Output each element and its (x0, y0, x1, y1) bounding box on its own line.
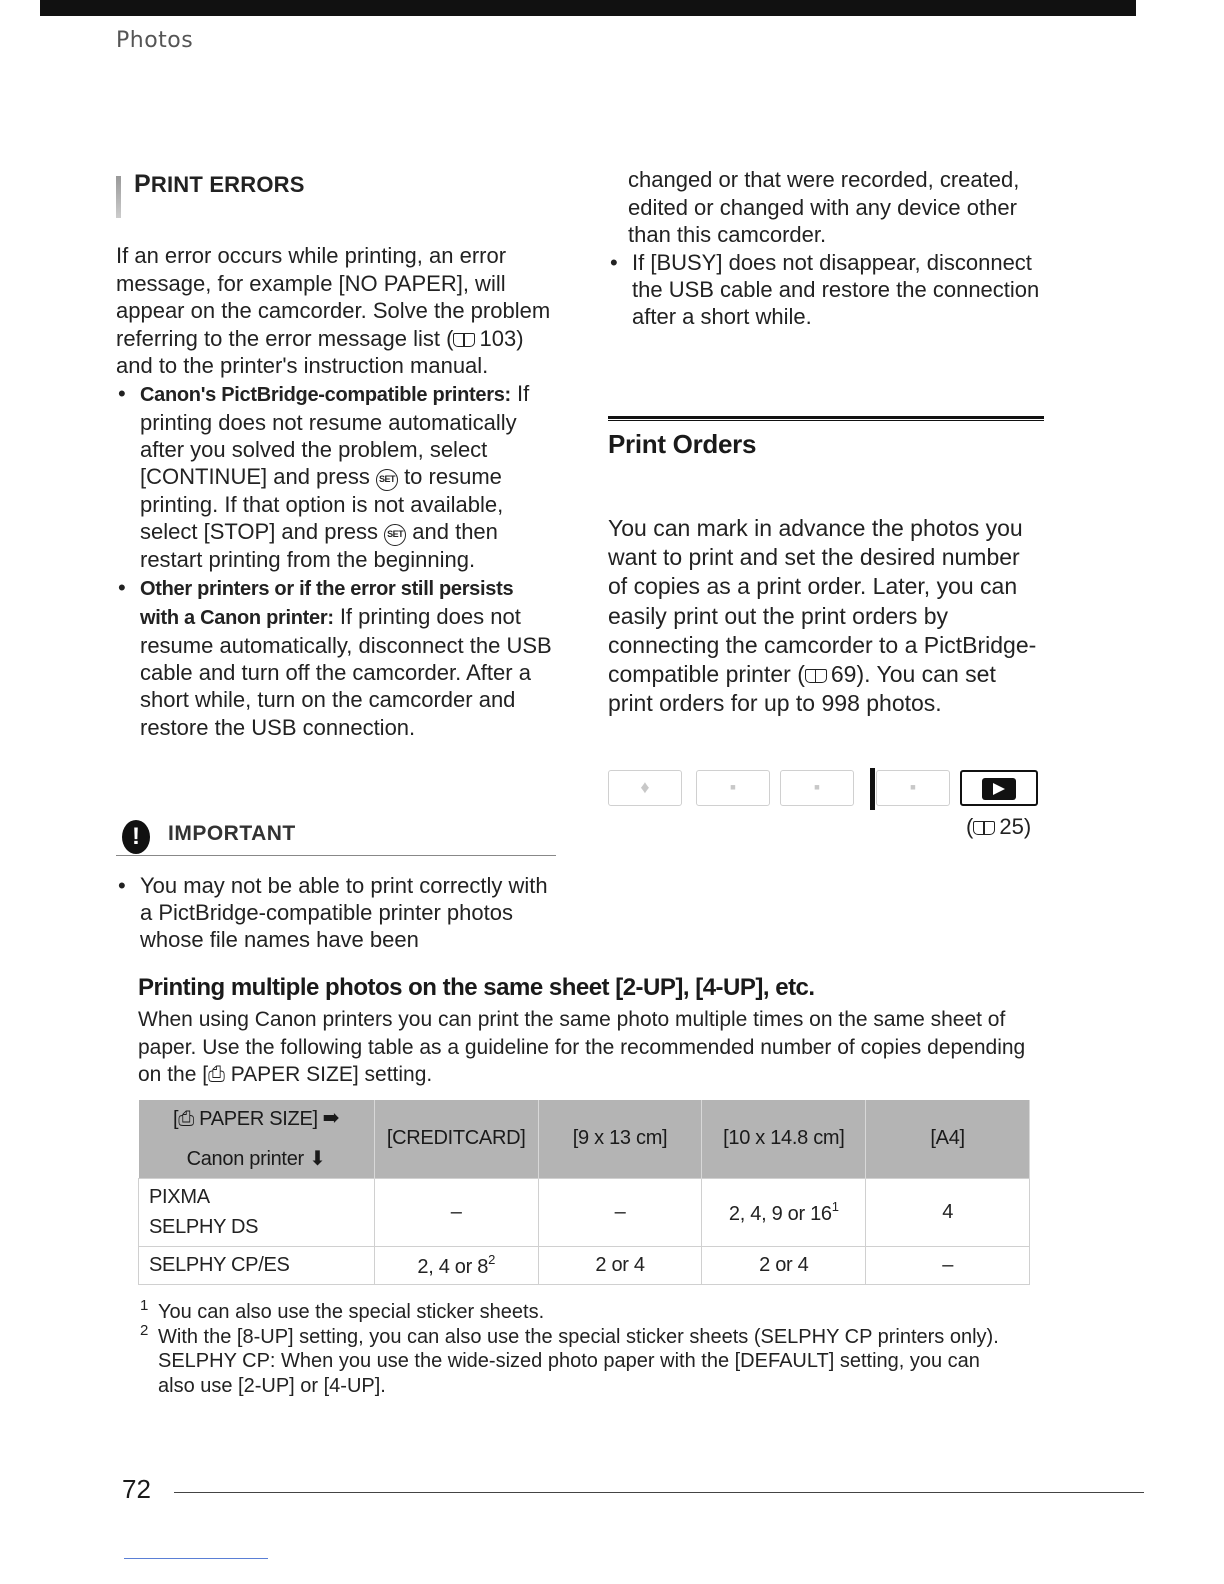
book-icon (973, 821, 995, 835)
print-icon: ⎙ (178, 1108, 194, 1130)
print-icon: ⎙ (208, 1063, 225, 1086)
movie-mode-icon: ▪ (696, 770, 770, 806)
top-bar (40, 0, 1136, 16)
print-orders-section (608, 416, 1044, 718)
print-errors-list (116, 380, 556, 741)
print-errors-heading: PRINT ERRORS (116, 170, 556, 210)
print-orders-text: You can mark in advance the photos you want to print and set the desired number of copies as a print order. Later, you can easily print out the print orders by connecting the camcorder to a PictBridge-compatible printer ( 69). You can set print orders for up to 998 photos. (608, 515, 1037, 717)
set-button-icon: SET (384, 524, 406, 546)
footnotes (138, 1297, 1018, 1398)
mode-separator (870, 768, 875, 810)
footer-rule (174, 1492, 1144, 1493)
heading-marker (116, 176, 121, 218)
table-header-printer: Canon printer ⬇ (139, 1139, 375, 1178)
set-button-icon: SET (376, 469, 398, 491)
scan-artifact-line (124, 1558, 268, 1559)
list-item: • You may not be able to print correctly with a PictBridge-compatible printer photos whose file names have been (118, 873, 548, 953)
list-item: • Canon's PictBridge-compatible printers: If printing does not resume automatically after you solved the problem, select [CONTINUE] and press SET to resume printing. If that option is not available, select [STOP] and press SET and then restart printing from the beginning. (118, 380, 530, 573)
table-header-corner: [⎙ PAPER SIZE] ➡ (139, 1100, 375, 1139)
footnote: 2 With the [8-UP] setting, you can also use the special sticker sheets (SELPHY CP printers only). (140, 1321, 999, 1348)
important-continuation: changed or that were recorded, created, edited or changed with any device other than this camcorder. (628, 167, 1020, 247)
arrow-right-icon: ➡ (323, 1108, 340, 1130)
photo-record-icon: ▪ (780, 770, 854, 806)
multi-print-title: Printing multiple photos on the same sheet [2-UP], [4-UP], etc. (138, 974, 815, 1001)
print-errors-intro: If an error occurs while printing, an error message, for example [NO PAPER], will appear on the camcorder. Solve the problem referring to the error message list ( 103) and to the printer's instruction manual. (116, 243, 551, 378)
list-item: • Other printers or if the error still persists with a Canon printer: If printing does not resume automatically, disconnect the USB cable and turn off the camcorder. After a short while, turn on the camcorder and restore the USB connection. (118, 574, 552, 740)
footnote-continued: SELPHY CP: When you use the wide-sized photo paper with the [DEFAULT] setting, you can also use [2-UP] or [4-UP]. (158, 1350, 980, 1397)
important-icon: ! (122, 820, 150, 854)
column-header: [A4] (866, 1100, 1030, 1178)
footnote: 1 You can also use the special sticker sheets. (140, 1297, 545, 1323)
table-row: SELPHY CP/ES 2, 4 or $8^2$ 2 or 4 2 or 4 – (139, 1246, 1030, 1284)
mode-page-ref: ( 25) (966, 814, 1032, 839)
column-header: [9 x 13 cm] (538, 1100, 702, 1178)
table-row: PIXMA SELPHY DS – – 2, 4, 9 or $16^1$ 4 (139, 1178, 1030, 1246)
column-header: [CREDITCARD] (374, 1100, 538, 1178)
book-icon (453, 333, 475, 347)
book-icon (805, 669, 827, 683)
left-column (116, 170, 556, 741)
right-column (608, 166, 1044, 330)
list-item: • If [BUSY] does not disappear, disconnect the USB cable and restore the connection after a short while. (610, 249, 1040, 329)
important-box (116, 818, 556, 954)
column-header: [10 x 14.8 cm] (702, 1100, 866, 1178)
divider (608, 416, 1044, 421)
arrow-down-icon: ⬇ (309, 1147, 326, 1170)
easy-mode-icon: ♦ (608, 770, 682, 806)
movie-playback-icon: ▪ (876, 770, 950, 806)
multi-print-section (138, 974, 1028, 1089)
section-label: Photos (116, 28, 194, 53)
important-title: IMPORTANT (168, 822, 296, 845)
print-orders-title: Print Orders (608, 429, 757, 459)
multi-print-text: When using Canon printers you can print the same photo multiple times on the same sheet of paper. Use the following table as a guideline for the recommended number of copies depending on the [⎙ PAPER SIZE] setting. (138, 1008, 1026, 1086)
mode-indicator-bar (608, 770, 1044, 810)
photo-playback-icon (960, 770, 1038, 806)
page-number: 72 (122, 1474, 151, 1504)
paper-size-table (138, 1100, 1030, 1285)
